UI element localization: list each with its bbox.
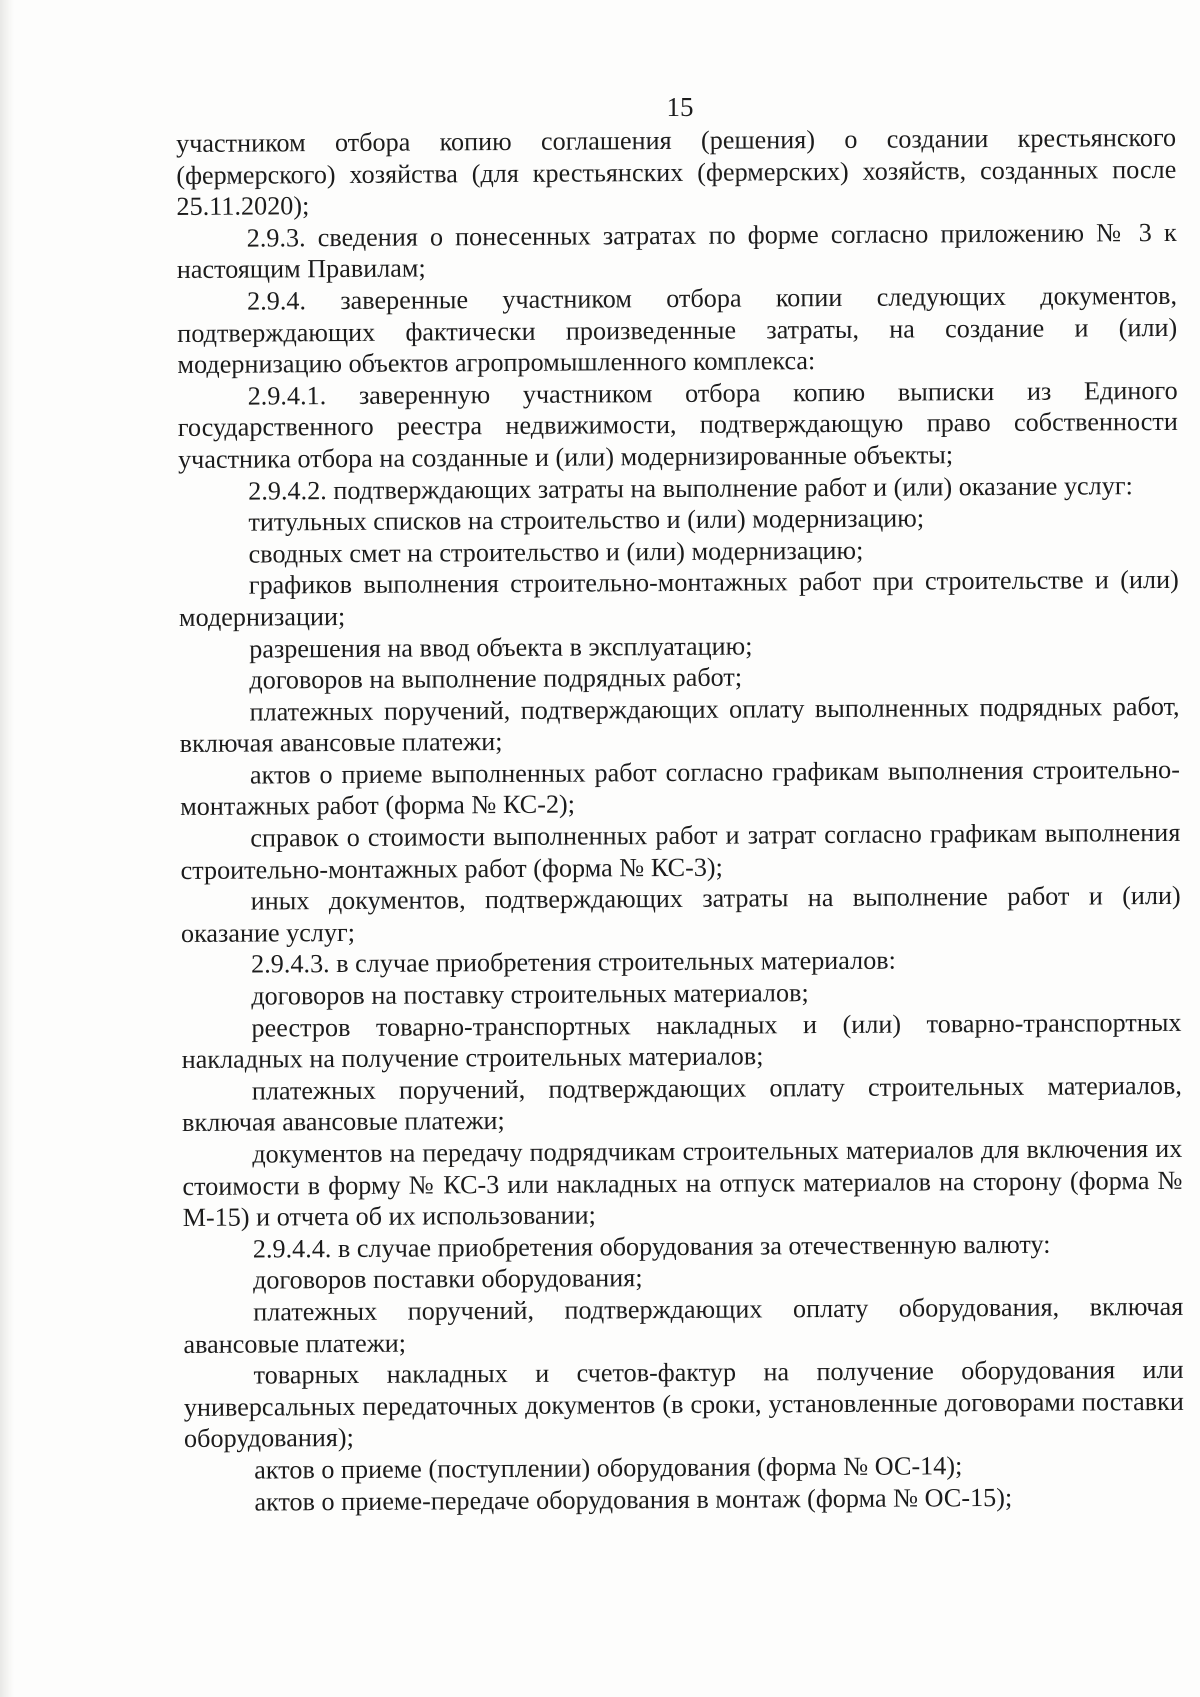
paragraph: участником отбора копию соглашения (решения) о создании крестьянского (фермерского) хозяйства (для крестьянских (фермерских) хозяйств, созданных после 25.11.2020); [176, 122, 1177, 222]
paragraph: 2.9.3. сведения о понесенных затратах по форме согласно приложению № 3 к настоящим Правилам; [176, 217, 1177, 285]
paragraph: справок о стоимости выполненных работ и затрат согласно графикам выполнения строительно-монтажных работ (форма № КС-3); [180, 817, 1181, 885]
paragraph: платежных поручений, подтверждающих оплату выполненных подрядных работ, включая авансовые платежи; [179, 691, 1180, 759]
paragraph: документов на передачу подрядчикам строительных материалов для включения их стоимости в форму № КС-3 или накладных на отпуск материалов на сторону (форма № М-15) и отчета об их использовании; [182, 1133, 1183, 1233]
paragraph: 2.9.4.2. подтверждающих затраты на выполнение работ и (или) оказание услуг: [248, 470, 1133, 506]
paragraph: 2.9.4.3. в случае приобретения строительных материалов: [251, 946, 897, 979]
paragraph: 2.9.4.1. заверенную участником отбора копию выписки из Единого государственного реестра недвижимости, подтверждающую право собственности участника отбора на созданные и (или) модернизированные объекты; [177, 375, 1178, 474]
scan-edge-shadow [0, 0, 14, 1697]
paragraph: сводных смет на строительство и (или) модернизацию; [248, 535, 864, 569]
paragraph: платежных поручений, подтверждающих оплату оборудования, включая авансовые платежи; [183, 1291, 1184, 1359]
paragraph: 2.9.4. заверенные участником отбора копии следующих документов, подтверждающих фактически произведенные затраты, на создание и (или) модернизацию объектов агропромышленного комплекса: [177, 280, 1178, 380]
paragraph: актов о приеме (поступлении) оборудования (форма № ОС-14); [254, 1451, 963, 1485]
document-body [176, 122, 1184, 1518]
paragraph: актов о приеме выполненных работ согласно графикам выполнения строительно-монтажных работ (форма № КС-2); [180, 754, 1181, 822]
paragraph: товарных накладных и счетов-фактур на получение оборудования или универсальных передаточных документов (в сроки, установленные договорами поставки оборудования); [183, 1355, 1184, 1454]
paragraph: договоров на выполнение подрядных работ; [249, 662, 743, 695]
paragraph: графиков выполнения строительно-монтажных работ при строительстве и (или) модернизации; [178, 565, 1179, 632]
paragraph: реестров товарно-транспортных накладных и (или) товарно-транспортных накладных на получение строительных материалов; [181, 1007, 1182, 1075]
page-number: 15 [666, 92, 694, 122]
paragraph: иных документов, подтверждающих затраты на выполнение работ и (или) оказание услуг; [180, 881, 1181, 948]
paragraph: актов о приеме-передаче оборудования в монтаж (форма № ОС-15); [254, 1482, 1013, 1517]
paragraph: титульных списков на строительство и (или) модернизацию; [248, 503, 925, 537]
paragraph: платежных поручений, подтверждающих оплату строительных материалов, включая авансовые платежи; [181, 1070, 1182, 1138]
paragraph: 2.9.4.4. в случае приобретения оборудования за отечественную валюту: [252, 1229, 1051, 1264]
paragraph: договоров на поставку строительных материалов; [251, 978, 809, 1011]
paragraph: договоров поставки оборудования; [252, 1263, 643, 1295]
paragraph: разрешения на ввод объекта в эксплуатацию; [249, 630, 753, 664]
